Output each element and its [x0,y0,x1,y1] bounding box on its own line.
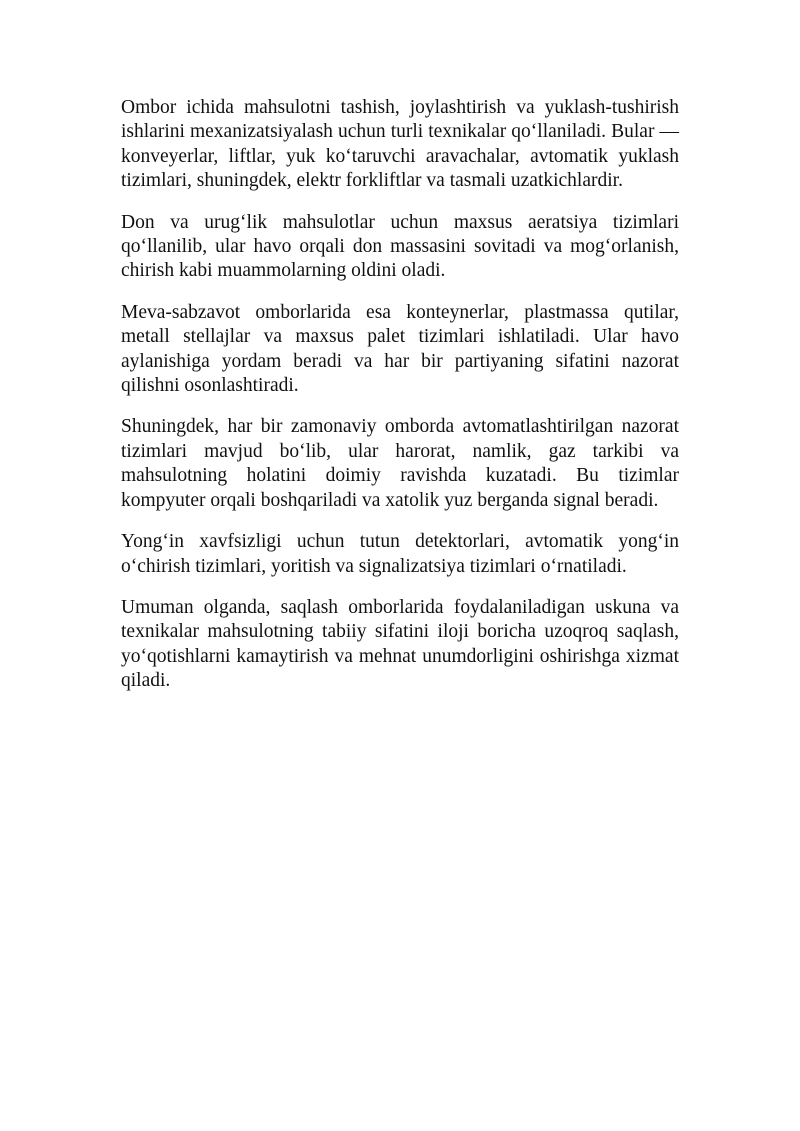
paragraph-grain-aeration: Don va urug‘lik mahsulotlar uchun maxsus aeratsiya tizimlari qo‘llanilib, ular havo orqali don massasini sovitadi va mog‘orlanish, chirish kabi muammolarning oldini oladi. [121,211,679,282]
paragraph-conclusion: Umuman olganda, saqlash omborlarida foydalaniladigan uskuna va texnikalar mahsulotning tabiiy sifatini iloji boricha uzoqroq saqlash, yo‘qotishlarni kamaytirish va mehnat unumdorligini oshirishga xizmat qiladi. [121,596,679,692]
paragraph-automated-control: Shuningdek, har bir zamonaviy omborda avtomatlashtirilgan nazorat tizimlari mavjud bo‘lib, ular harorat, namlik, gaz tarkibi va mahsulotning holatini doimiy ravishda kuzatadi. Bu tizimlar kompyuter orqali boshqariladi va xatolik yuz berganda signal beradi. [121,416,679,511]
paragraph-mechanization: Ombor ichida mahsulotni tashish, joylashtirish va yuklash-tushirish ishlarini mexanizatsiyalash uchun turli texnikalar qo‘llaniladi. Bular — konveyerlar, liftlar, yuk ko‘taruvchi aravachalar, avtomatik yuklash tizimlari, shuningdek, elektr forkliftlar va tasmali uzatkichlardir. [121,97,679,192]
paragraph-fruit-vegetable-storage: Meva-sabzavot omborlarida esa konteynerlar, plastmassa qutilar, metall stellajlar va maxsus palet tizimlari ishlatiladi. Ular havo aylanishiga yordam beradi va har bir partiyaning sifatini nazorat qilishni osonlashtiradi. [121,301,679,397]
paragraph-fire-safety: Yong‘in xavfsizligi uchun tutun detektorlari, avtomatik yong‘in o‘chirish tizimlari, yoritish va signalizatsiya tizimlari o‘rnatiladi. [121,531,679,577]
document-page [121,96,679,711]
